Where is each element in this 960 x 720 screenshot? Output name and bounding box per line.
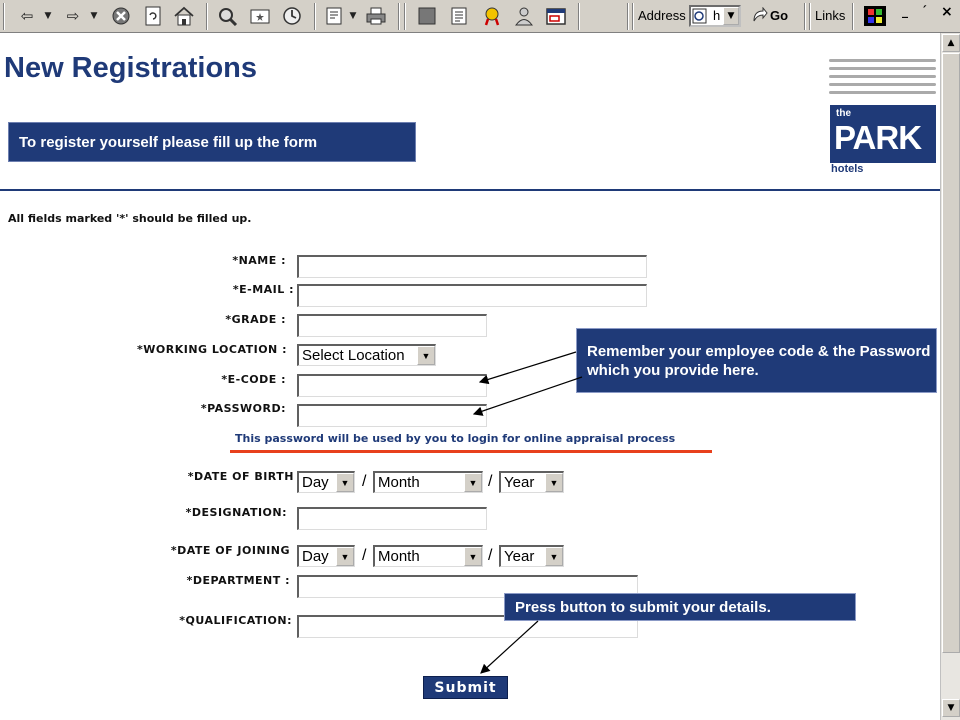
form-banner: To register yourself please fill up the form [8, 122, 416, 162]
dob-day-select[interactable] [297, 471, 355, 493]
grade-input[interactable] [297, 314, 487, 337]
chevron-down-icon: ▼ [464, 473, 482, 492]
back-icon[interactable]: ⇦ [20, 7, 34, 25]
logo-stripe [829, 67, 936, 70]
name-input[interactable] [297, 255, 647, 278]
working-location-label: *WORKING LOCATION : [137, 343, 287, 356]
date-of-joining-label: *DATE OF JOINING [170, 544, 290, 557]
minimize-button[interactable]: _ [902, 4, 908, 18]
ecode-arrow [480, 352, 576, 382]
toolbar-separator [404, 3, 406, 30]
ecode-input[interactable] [297, 374, 487, 397]
date-separator: / [362, 547, 367, 564]
password-note-underline [230, 450, 712, 453]
logo-hotels: hotels [831, 163, 864, 175]
messenger-icon[interactable] [478, 4, 506, 28]
address-value: h [713, 8, 721, 23]
working-location-select[interactable] [297, 344, 436, 366]
password-note: This password will be used by you to login for online appraisal process [235, 432, 676, 445]
email-input[interactable] [297, 284, 647, 307]
date-of-birth-label: *DATE OF BIRTH [187, 470, 294, 483]
designation-label: *DESIGNATION: [185, 506, 287, 519]
working-location-value: Select Location [302, 347, 405, 364]
address-dropdown-icon[interactable]: ▼ [723, 7, 739, 25]
dob-month-value: Month [378, 474, 420, 491]
search-icon[interactable] [214, 4, 242, 28]
vertical-scrollbar[interactable] [940, 33, 960, 720]
scroll-down-icon[interactable]: ▼ [942, 699, 960, 717]
logo-park: PARK [834, 119, 922, 156]
toolbar-separator [314, 3, 316, 30]
date-separator: / [488, 547, 493, 564]
toolbar-separator [206, 3, 208, 30]
toolbar-separator [398, 3, 400, 30]
doj-day-select[interactable] [297, 545, 355, 567]
doj-month-value: Month [378, 548, 420, 565]
logo-stripe [829, 91, 936, 94]
discuss-icon[interactable] [446, 4, 472, 28]
print-icon[interactable] [362, 4, 390, 28]
mail-icon[interactable] [322, 4, 348, 28]
password-label: *PASSWORD: [200, 402, 286, 415]
dob-year-select[interactable] [499, 471, 564, 493]
history-icon[interactable] [278, 4, 306, 28]
password-input[interactable] [297, 404, 487, 427]
toolbar-grip [3, 3, 5, 30]
chevron-down-icon: ▼ [464, 547, 482, 566]
contacts-icon[interactable] [510, 4, 538, 28]
doj-day-value: Day [302, 548, 329, 565]
logo-stripe [829, 75, 936, 78]
park-hotels-logo [829, 56, 937, 178]
ecode-label: *E-CODE : [221, 373, 286, 386]
dob-day-value: Day [302, 474, 329, 491]
toolbar-separator [804, 3, 806, 30]
toolbar-separator [627, 3, 629, 30]
scroll-up-icon[interactable]: ▲ [942, 34, 960, 52]
windows-logo-icon [860, 4, 890, 28]
doj-month-select[interactable] [373, 545, 483, 567]
close-button[interactable]: × [941, 4, 953, 20]
name-label: *NAME : [232, 254, 286, 267]
submit-callout: Press button to submit your details. [504, 593, 856, 621]
forward-dropdown-icon[interactable]: ▼ [90, 11, 98, 21]
ecode-callout: Remember your employee code & the Password which you provide here. [576, 328, 937, 393]
chevron-down-icon: ▼ [336, 547, 354, 566]
go-arrow-icon[interactable] [750, 4, 770, 28]
department-label: *DEPARTMENT : [186, 574, 290, 587]
logo-the: the [836, 108, 851, 119]
date-separator: / [488, 473, 493, 490]
chevron-down-icon: ▼ [417, 346, 435, 365]
chevron-down-icon: ▼ [336, 473, 354, 492]
mail-dropdown-icon[interactable]: ▼ [349, 11, 357, 21]
email-label: *E-MAIL : [232, 283, 294, 296]
logo-stripe [829, 59, 936, 62]
back-dropdown-icon[interactable]: ▼ [44, 11, 52, 21]
favorites-icon[interactable] [246, 4, 274, 28]
go-button[interactable]: Go [770, 8, 789, 23]
browser-toolbar [0, 0, 960, 33]
required-fields-note: All fields marked '*' should be filled up. [8, 212, 252, 225]
toolbar-separator [578, 3, 580, 30]
logo-stripe [829, 83, 936, 86]
toolbar-separator [632, 3, 634, 30]
address-bar[interactable] [689, 5, 741, 27]
designation-input[interactable] [297, 507, 487, 530]
chevron-down-icon: ▼ [545, 473, 563, 492]
page-title: New Registrations [4, 52, 257, 84]
edit-icon[interactable] [414, 4, 440, 28]
toolbar-separator [852, 3, 854, 30]
toolbar-separator [809, 3, 811, 30]
grade-label: *GRADE : [225, 313, 286, 326]
date-separator: / [362, 473, 367, 490]
scroll-thumb[interactable] [942, 53, 960, 653]
window-icon[interactable] [542, 4, 570, 28]
dob-month-select[interactable] [373, 471, 483, 493]
submit-button[interactable]: Submit [423, 676, 508, 699]
dob-year-value: Year [504, 474, 535, 491]
qualification-label: *QUALIFICATION: [179, 614, 292, 627]
password-arrow [474, 377, 582, 414]
address-label: Address [638, 8, 686, 23]
logo-box [830, 105, 936, 163]
home-icon[interactable] [170, 4, 198, 28]
refresh-icon[interactable] [140, 4, 166, 28]
page-icon [692, 8, 708, 24]
chevron-down-icon: ▼ [545, 547, 563, 566]
restore-button[interactable]: ´ [921, 4, 927, 18]
stop-icon[interactable] [108, 4, 134, 28]
header-divider [0, 189, 940, 191]
doj-year-value: Year [504, 548, 535, 565]
doj-year-select[interactable] [499, 545, 564, 567]
links-label[interactable]: Links [815, 8, 846, 23]
forward-icon[interactable]: ⇨ [66, 7, 80, 25]
